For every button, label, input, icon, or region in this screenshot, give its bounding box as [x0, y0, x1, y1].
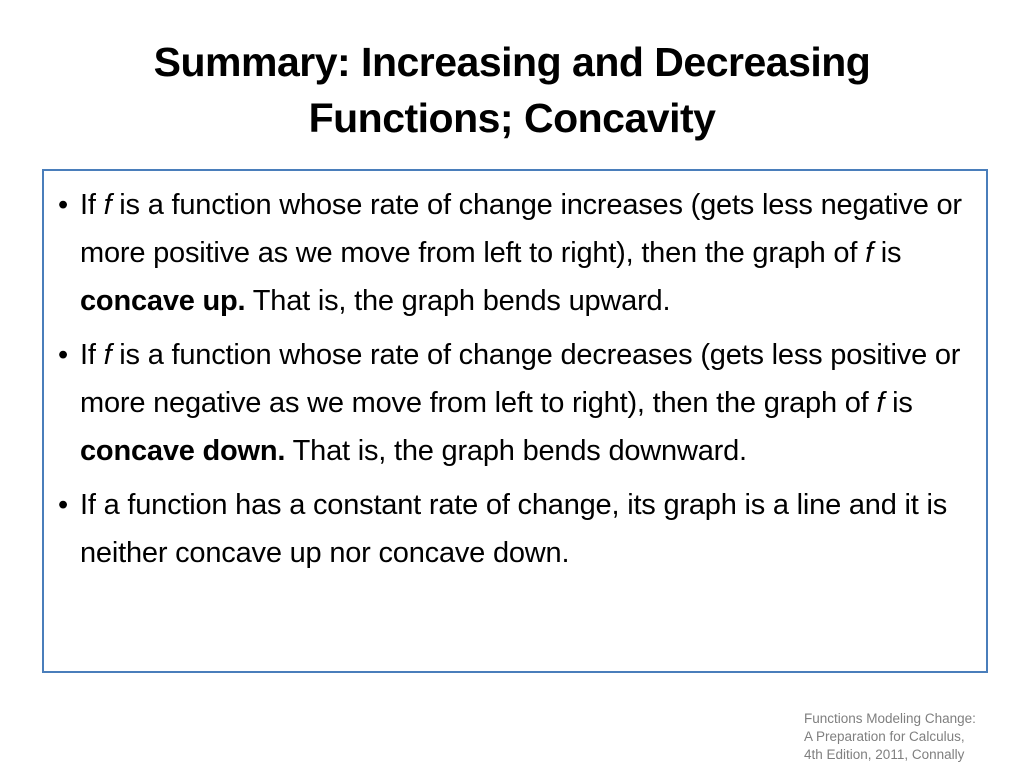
bullet-text: is a function whose rate of change decreases (gets less positive or more negative as we move from left to right), then the graph of [80, 339, 961, 419]
bullet-dot-icon: • [58, 489, 68, 521]
bullet-list [58, 181, 972, 577]
bullet-concave-up [58, 181, 972, 325]
footer-citation [804, 710, 1014, 764]
bullet-text: That is, the graph bends upward. [245, 285, 671, 317]
function-variable: f [103, 189, 112, 221]
function-variable: f [103, 339, 112, 371]
footer-line-1: Functions Modeling Change: [804, 711, 976, 726]
bullet-text: is [872, 237, 902, 269]
bullet-linear [58, 481, 972, 577]
bullet-concave-down [58, 331, 972, 475]
content-box [42, 169, 988, 673]
bullet-text: is a function whose rate of change increases (gets less negative or more positive as we move from left to right), then the graph of [80, 189, 962, 269]
footer-line-2: A Preparation for Calculus, [804, 729, 965, 744]
bullet-dot-icon: • [58, 339, 68, 371]
bullet-text: If [80, 189, 104, 221]
bullet-dot-icon: • [58, 189, 68, 221]
term-concave-up: concave up. [80, 285, 246, 317]
function-variable: f [865, 237, 873, 269]
slide-title-line-2: Functions; Concavity [308, 95, 716, 141]
function-variable: f [876, 387, 885, 419]
bullet-text: That is, the graph bends downward. [285, 435, 747, 467]
bullet-text: If a function has a constant rate of change, its graph is a line and it is neither concave up nor concave down. [80, 489, 948, 569]
footer-line-3: 4th Edition, 2011, Connally [804, 747, 965, 762]
slide-title [40, 34, 984, 146]
term-concave-down: concave down. [80, 435, 286, 467]
bullet-text: is [884, 387, 913, 419]
bullet-text: If [80, 339, 104, 371]
slide-title-line-1: Summary: Increasing and Decreasing [153, 39, 871, 85]
